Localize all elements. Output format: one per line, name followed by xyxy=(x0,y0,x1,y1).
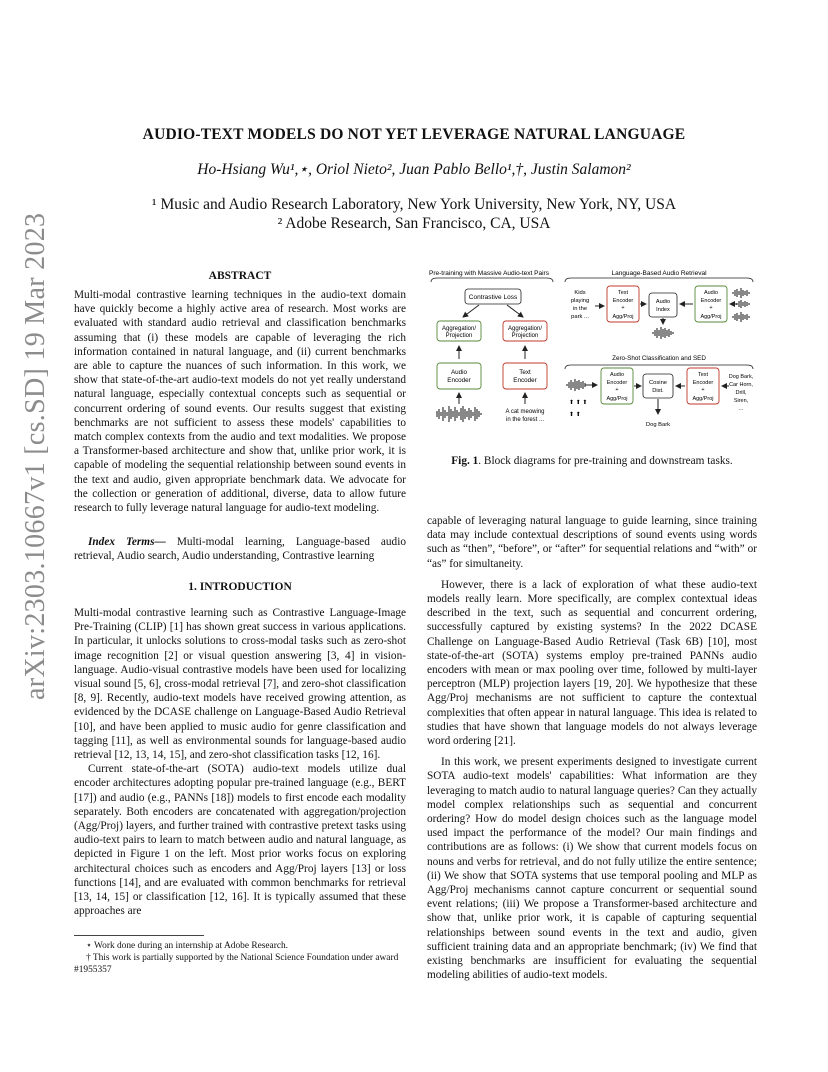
retrieval-bracket xyxy=(565,278,753,282)
ret-text-enc-line3: + xyxy=(621,305,625,311)
index-waveforms-icon xyxy=(733,288,749,322)
footnote-2: † This work is partially supported by the National Science Foundation under award #1955357 xyxy=(74,953,399,975)
footnote-1: ⋆ Work done during an internship at Adobe Research. xyxy=(86,941,289,951)
cosine-dist-line2: Dist. xyxy=(652,388,664,394)
text-encoder-line2: Encoder xyxy=(513,377,537,384)
class-label-4: Siren, xyxy=(733,398,749,404)
cat-caption-line2: in the forest ... xyxy=(505,417,545,423)
paper-title: AUDIO-TEXT MODELS DO NOT YET LEVERAGE NATURAL LANGUAGE xyxy=(142,126,686,143)
abstract-heading: ABSTRACT xyxy=(208,270,272,282)
arxiv-stamp: arXiv:2303.10667v1 [cs.SD] 19 Mar 2023 xyxy=(20,212,51,700)
caption-text: . Block diagrams for pre-training and downstream tasks. xyxy=(478,455,733,467)
intro-paragraph-2: Current state-of-the-art (SOTA) audio-text models utilize dual encoder architectures adopting popular pre-trained language (e.g., BERT [17]) and audio (e.g., PANNs [18]) models to first encode each modality separately. Both encoders are concatenated with aggregation/projection (Agg/Proj) layers, and further trained with contrastive pretext tasks using audio-text pairs to learn to match between audio and natural language, as depicted in Figure 1 on the left. Most prior works focus on exploring architectural choices such as encoders and Agg/Proj layers [13] or loss functions [14], and are evaluated with common benchmarks for retrieval [13, 14, 15] or classification [12, 16]. It is typically assumed that these approaches are xyxy=(74,763,406,918)
zs-input-waveform-icon xyxy=(567,379,585,391)
introduction-section xyxy=(74,581,406,918)
intro-paragraph-4: However, there is a lack of exploration of what these audio-text models really learn. More specifically, are complex contextual ideas described in the text, such as sequential and concurrent ordering, successfully captured by existing systems? In the 2022 DCASE Challenge on Language-Based Audio Retrieval (Task 6B) [10], most state-of-the-art (SOTA) systems employ pre-trained PANNs audio encoders with mean or max pooling over time, followed by multi-layer perceptron (MLP) projection layers [19, 20]. We hypothesize that these Agg/Proj mechanisms are not sufficient to capture the contextual complexities that often appear in natural language. This idea is related to studies that have shown that language models do not always leverage word ordering [21]. xyxy=(427,578,757,748)
audio-encoder-box xyxy=(437,363,481,389)
kids-query-line1: Kids xyxy=(574,290,586,296)
zs-text-enc-line4: Agg/Proj xyxy=(692,396,714,402)
retrieved-waveform-icon xyxy=(653,327,673,339)
cosine-dist-box xyxy=(643,374,673,398)
ret-audio-enc-line3: + xyxy=(709,305,713,311)
zs-text-enc-line1: Text xyxy=(697,372,709,378)
zeroshot-title: Zero-Shot Classification and SED xyxy=(612,355,706,362)
class-label-5: ... xyxy=(738,406,744,412)
pretrain-bracket xyxy=(431,278,553,282)
intro-paragraph-1: Multi-modal contrastive learning such as Contrastive Language-Image Pre-Training (CLIP) [1] has shown great success in various applications. In particular, it unlocks solutions to cross-modal tasks such as zero-shot image recognition [2] or visual question answering [3, 4] in vision-language. Audio-visual contrastive models have been used for localizing visual sound [5, 6], cross-modal retrieval [7], and zero-shot classification [8, 9]. Recently, audio-text models have received growing attention, as evidenced by the DCASE challenge on Language-Based Audio Retrieval [10], and have been applied to music audio for genre classification and tagging [11], as well as environmental sounds for language-based audio retrieval [12, 13, 14, 15], and zero-shot classification tasks [12, 16]. xyxy=(74,607,406,762)
footnote-rule xyxy=(74,935,204,936)
author-list: Ho-Hsiang Wu¹,⋆, Oriol Nieto², Juan Pablo Bello¹,†, Justin Salamon² xyxy=(197,161,631,178)
kids-query-line2: playing xyxy=(570,298,590,304)
pretrain-title: Pre-training with Massive Audio-text Pairs xyxy=(429,270,549,277)
zeroshot-bracket xyxy=(565,365,753,369)
cat-caption-line1: A cat meowing xyxy=(505,409,545,415)
audio-index-box xyxy=(649,293,677,317)
kids-query-line3: in the xyxy=(572,306,588,312)
agg-proj-audio-line1: Aggregation/ xyxy=(441,326,477,332)
affiliation-2: ² Adobe Research, San Francisco, CA, USA xyxy=(277,215,551,232)
zs-audio-enc-line1: Audio xyxy=(609,372,625,378)
audio-index-line1: Audio xyxy=(655,299,671,305)
zs-text-enc-line2: Encoder xyxy=(692,380,714,386)
agg-proj-text-line2: Projection xyxy=(511,333,539,339)
right-column-text xyxy=(427,514,757,983)
ret-audio-enc-line2: Encoder xyxy=(700,298,722,304)
retrieval-title: Language-Based Audio Retrieval xyxy=(611,270,707,277)
sed-markers-1: ⬆ ⬆ ⬆ xyxy=(569,400,588,406)
caption-label: Fig. 1 xyxy=(451,455,479,467)
class-label-3: Drill, xyxy=(735,390,747,396)
zs-audio-enc-line3: + xyxy=(615,387,619,393)
ret-audio-enc-line1: Audio xyxy=(703,290,719,296)
footnotes xyxy=(74,940,406,976)
text-encoder-box xyxy=(503,363,547,389)
class-label-2: Car Horn, xyxy=(729,382,753,388)
intro-paragraph-5: In this work, we present experiments designed to investigate current SOTA audio-text models' capabilities: What information are they leveraging to match audio to natural language queries? Can they actually model complex relationships such as sequential and concurrent ordering? How do model design choices such as the language model used impact the performance of the model? Our main findings and contributions are as follows: (i) We show that current models focus on nouns and verbs for retrieval, and do not fully utilize the entire sentence; (ii) We show that SOTA systems that use temporal pooling and MLP as Agg/Proj mechanisms cannot capture concurrent or sequential sound event relations; (iii) We propose a Transformer-based architecture and show that, unlike prior work, it is capable of capturing sequential relationships between sound events in the text and audio, given sufficient training data and an appropriate benchmark; (iv) We find that existing benchmarks are insufficient for evaluating the sequential modeling abilities of audio-text models. xyxy=(427,756,757,982)
zs-text-enc-line3: + xyxy=(701,387,705,393)
sed-markers-2: ⬆ ⬆ xyxy=(569,412,581,418)
audio-index-line2: Index xyxy=(656,307,670,313)
figure-1-caption xyxy=(427,455,757,467)
ret-audio-enc-line4: Agg/Proj xyxy=(700,314,722,320)
agg-proj-text-line1: Aggregation/ xyxy=(507,326,543,332)
introduction-heading: 1. INTRODUCTION xyxy=(188,581,292,593)
kids-query-line4: park ... xyxy=(571,314,589,320)
abstract-section xyxy=(74,270,406,515)
intro-paragraph-3: capable of leveraging natural language to guide learning, since training data may include contextual descriptions of sound events using words such as “then”, “before”, or “after” for sequential relations and “with” or “as” for simultaneity. xyxy=(427,515,757,570)
audio-encoder-line2: Encoder xyxy=(447,377,471,384)
ret-text-enc-line4: Agg/Proj xyxy=(612,314,634,320)
dog-bark-result: Dog Bark xyxy=(645,422,671,428)
waveform-icon xyxy=(435,406,481,422)
text-encoder-line1: Text xyxy=(519,369,531,376)
ret-text-enc-line2: Encoder xyxy=(612,298,634,304)
index-terms xyxy=(74,535,406,563)
zs-audio-enc-line4: Agg/Proj xyxy=(606,396,628,402)
affiliation-1: ¹ Music and Audio Research Laboratory, New York University, New York, NY, USA xyxy=(151,196,677,213)
index-terms-text: Multi-modal learning, Language-based audio retrieval, Audio search, Audio understanding, Contrastive learning xyxy=(74,536,406,563)
ret-text-enc-line1: Text xyxy=(617,290,629,296)
figure-1-diagram xyxy=(427,266,757,438)
index-terms-label: Index Terms— xyxy=(88,536,166,548)
cosine-dist-line1: Cosine xyxy=(648,380,668,386)
zs-audio-enc-line2: Encoder xyxy=(606,380,628,386)
audio-encoder-line1: Audio xyxy=(450,369,468,376)
abstract-text: Multi-modal contrastive learning techniques in the audio-text domain have quickly become a highly active area of research. Most works are evaluated with standard audio retrieval and classification benchmarks assuming that (i) these models are capable of leveraging the rich information contained in natural language, and (ii) current benchmarks are able to capture the nuances of such information. In this work, we show that state-of-the-art audio-text models do not yet really understand natural language, especially contextual concepts such as sequential or concurrent ordering of sound events. Our results suggest that existing benchmarks are not sufficient to assess these models' capabilities to match complex contexts from the audio and text modalities. We propose a Transformer-based architecture and show that, unlike prior work, it is capable of modeling the sequential relationship between sound events in the text and audio, given appropriate benchmark data. We advocate for the collection or generation of additional, diverse, data to allow future research to fully leverage natural language for audio-text modeling. xyxy=(74,289,406,515)
class-label-1: Dog Bark, xyxy=(728,374,754,380)
contrastive-loss-label: Contrastive Loss xyxy=(468,294,518,301)
agg-proj-audio-line2: Projection xyxy=(445,333,473,339)
